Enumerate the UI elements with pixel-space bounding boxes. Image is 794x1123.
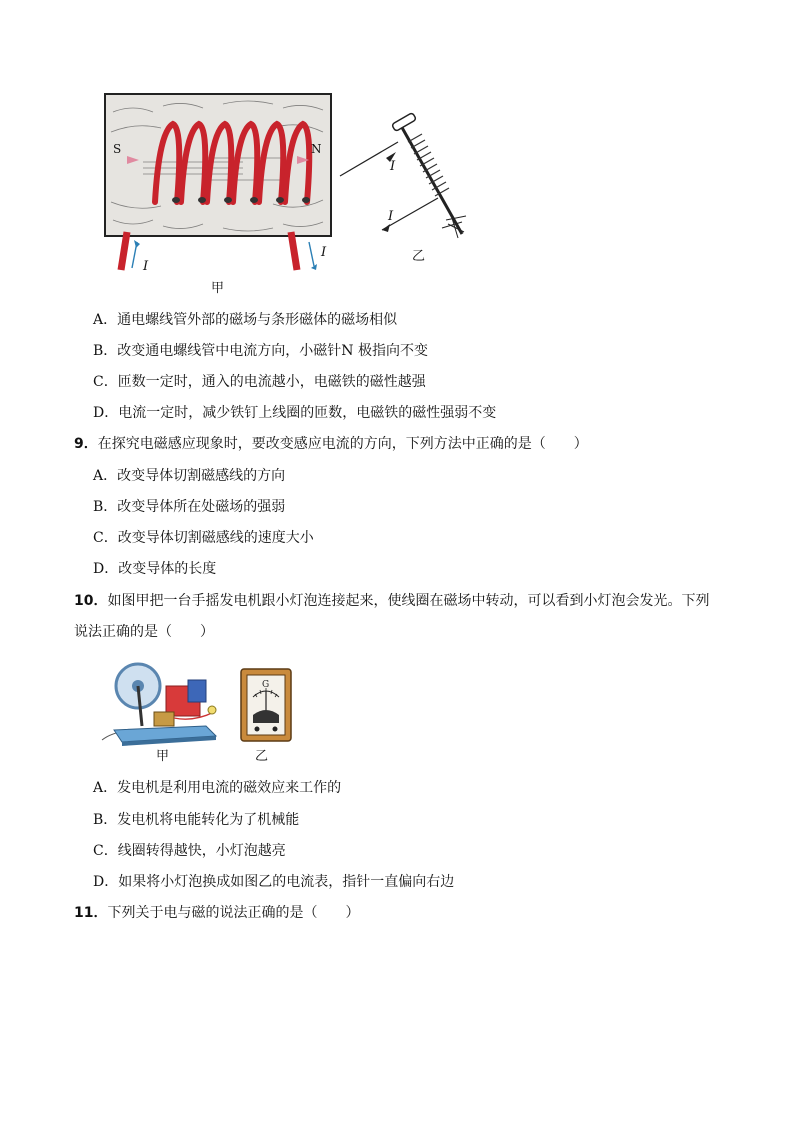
q8-option-d: D．电流一定时，减少铁钉上线圈的匝数，电磁铁的磁性强弱不变 — [93, 405, 497, 421]
figure10-caption-b: 乙 — [255, 749, 269, 764]
nail-electromagnet-figure — [338, 112, 478, 244]
ammeter-symbol-icon: G — [262, 680, 270, 690]
q10-option-c: C．线圈转得越快，小灯泡越亮 — [93, 843, 286, 859]
pole-s-label: S — [113, 142, 122, 156]
q9-option-c: C．改变导体切割磁感线的速度大小 — [93, 530, 314, 546]
q10-option-a: A．发电机是利用电流的磁效应来工作的 — [93, 780, 342, 796]
solenoid-figure — [103, 92, 335, 274]
q10-number: 10． — [74, 593, 108, 609]
q10-stem-line2: 说法正确的是（ ） — [74, 624, 214, 640]
nail-current-label-top: I — [390, 159, 396, 174]
q9-stem — [74, 434, 588, 454]
current-arrow-down-icon — [309, 242, 314, 266]
q11-stem — [74, 903, 359, 923]
current-arrow-out-icon — [382, 224, 390, 232]
figure8-caption-b: 乙 — [412, 249, 426, 264]
ammeter-figure — [239, 667, 293, 743]
q9-option-d: D．改变导体的长度 — [93, 561, 217, 577]
q8-option-c: C．匝数一定时，通入的电流越小，电磁铁的磁性越强 — [93, 374, 426, 390]
figure8-caption-a: 甲 — [211, 281, 225, 296]
q9-option-a: A．改变导体切割磁感线的方向 — [93, 468, 286, 484]
q10-stem-text: 如图甲把一台手摇发电机跟小灯泡连接起来，使线圈在磁场中转动，可以看到小灯泡会发光。下列 — [107, 593, 710, 609]
q8-option-a: A．通电螺线管外部的磁场与条形磁体的磁场相似 — [93, 312, 398, 328]
current-label-left: I — [143, 259, 149, 274]
pole-n-label: N — [311, 142, 322, 156]
current-label-right: I — [321, 245, 327, 260]
q11-number: 11． — [74, 905, 108, 921]
q10-option-d: D．如果将小灯泡换成如图乙的电流表，指针一直偏向右边 — [93, 874, 455, 890]
figure10-caption-a: 甲 — [156, 749, 170, 764]
nail-current-label-bottom: I — [388, 209, 394, 224]
q10-option-b: B．发电机将电能转化为了机械能 — [93, 812, 300, 828]
q11-stem-text: 下列关于电与磁的说法正确的是（ ） — [107, 905, 360, 921]
q9-number: 9． — [74, 436, 98, 452]
q10-stem-line1 — [74, 591, 709, 611]
generator-figure — [96, 656, 226, 746]
q8-option-b: B．改变通电螺线管中电流方向，小磁针N 极指向不变 — [93, 343, 428, 359]
q9-option-b: B．改变导体所在处磁场的强弱 — [93, 499, 286, 515]
q9-stem-text: 在探究电磁感应现象时，要改变感应电流的方向，下列方法中正确的是（ ） — [97, 436, 588, 452]
